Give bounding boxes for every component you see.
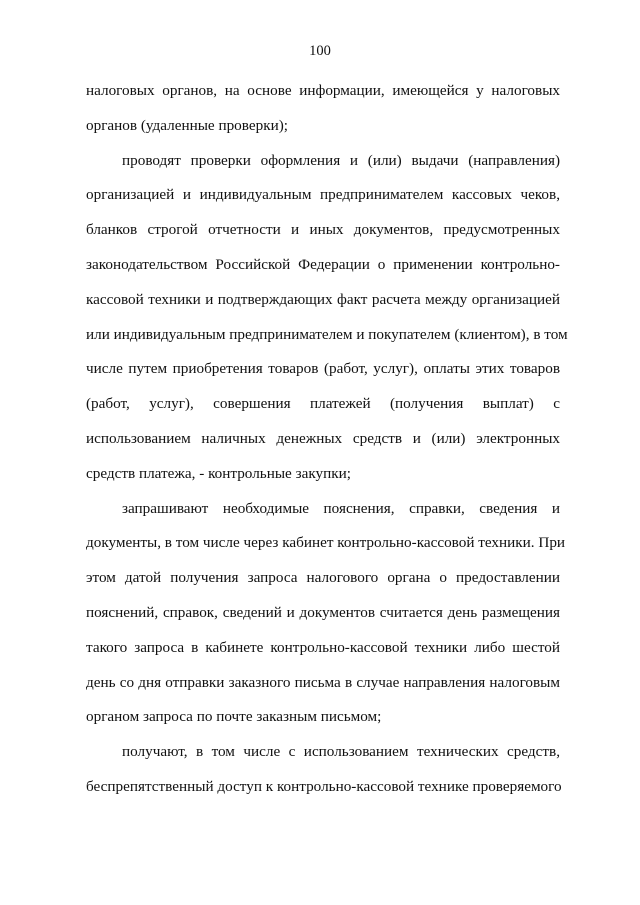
text-line: бланков строгой отчетности и иных документов, предусмотренных <box>86 221 560 239</box>
text-line: средств платежа, - контрольные закупки; <box>86 464 351 482</box>
text-line: законодательством Российской Федерации о применении контрольно- <box>86 255 560 273</box>
page-number: 100 <box>309 43 331 59</box>
text-line: этом датой получения запроса налогового органа о предоставлении <box>86 569 560 587</box>
text-line: налоговых органов, на основе информации, имеющейся у налоговых <box>86 82 560 99</box>
text-line: получают, в том числе с использованием технических средств, <box>122 743 560 761</box>
paragraph-requests <box>86 492 566 736</box>
text-line: органом запроса по почте заказным письмом; <box>86 708 382 726</box>
text-line: числе путем приобретения товаров (работ, услуг), оплаты этих товаров <box>86 360 560 378</box>
text-line: пояснений, справок, сведений и документов считается день размещения <box>86 603 560 621</box>
paragraph-continuation <box>86 74 560 144</box>
text-line: беспрепятственный доступ к контрольно-кассовой технике проверяемого <box>86 777 562 795</box>
text-line: использованием наличных денежных средств и (или) электронных <box>86 429 560 447</box>
text-line: такого запроса в кабинете контрольно-кассовой техники либо шестой <box>86 638 560 656</box>
paragraph-inspections <box>86 144 568 492</box>
text-line: организацией и индивидуальным предпринимателем кассовых чеков, <box>86 186 560 204</box>
paragraph-access <box>86 735 560 805</box>
text-line: кассовой техники и подтверждающих факт расчета между организацией <box>86 290 560 308</box>
text-line: органов (удаленные проверки); <box>86 116 288 134</box>
body-text <box>86 74 568 805</box>
text-line: день со дня отправки заказного письма в случае направления налоговым <box>86 673 560 691</box>
text-line: запрашивают необходимые пояснения, справки, сведения и <box>122 499 560 517</box>
text-line: документы, в том числе через кабинет контрольно-кассовой техники. При <box>86 534 566 552</box>
text-line: (работ, услуг), совершения платежей (получения выплат) с <box>86 395 560 413</box>
text-line: или индивидуальным предпринимателем и покупателем (клиентом), в том <box>86 325 568 343</box>
text-line: проводят проверки оформления и (или) выдачи (направления) <box>122 151 560 169</box>
